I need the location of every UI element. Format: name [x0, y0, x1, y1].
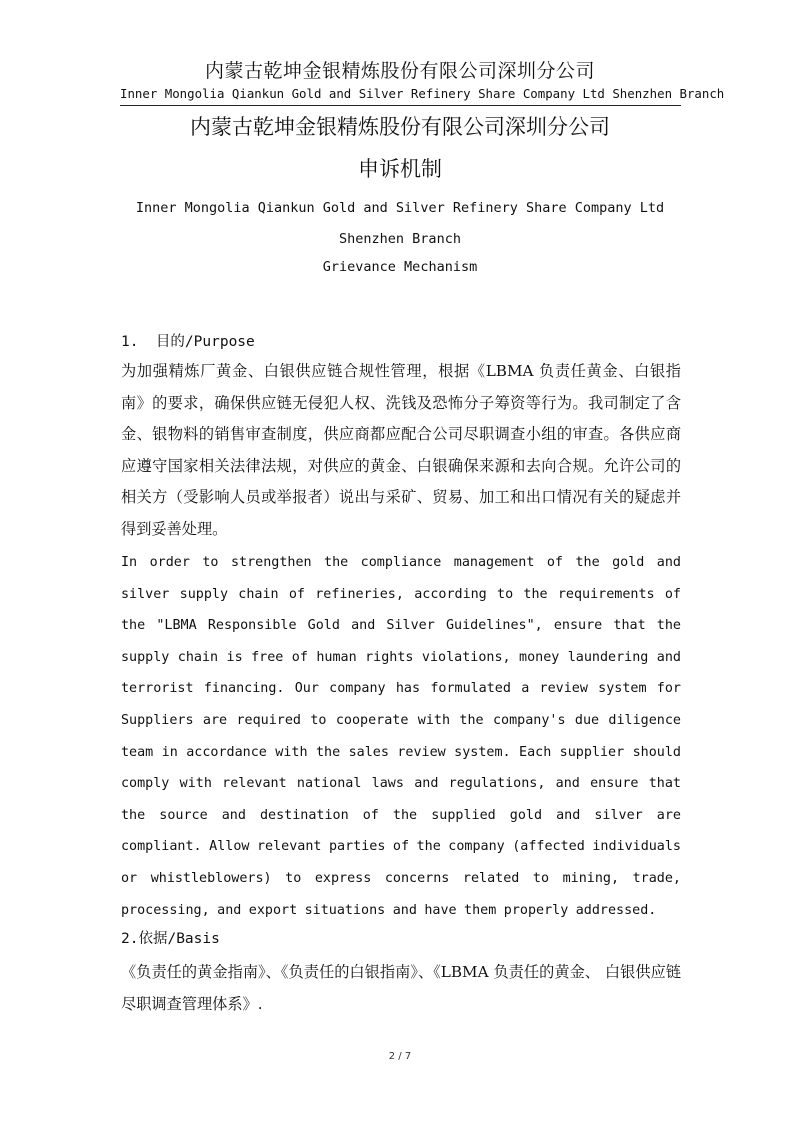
document-title-company-english: Inner Mongolia Qiankun Gold and Silver Refinery Share Company Ltd Shenzhen Branch [135, 200, 665, 247]
document-title-company: 内蒙古乾坤金银精炼股份有限公司深圳分公司 [190, 115, 610, 139]
running-header-chinese: 内蒙古乾坤金银精炼股份有限公司深圳分公司 [204, 60, 595, 82]
purpose-paragraph-chinese: 为加强精炼厂黄金、白银供应链合规性管理，根据《LBMA 负责任黄金、白银指南》的要求，确保供应链无侵犯人权、洗钱及恐怖分子筹资等行为。我司制定了含金、银物料的销售审查制度，供应商都应配合公司尽职调查小组的审查。各供应商应遵守国家相关法律法规，对供应的黄金、白银确保来源和去向合规。允许公司的相关方（受影响人员或举报者）说出与采矿、贸易、加工和出口情况有关的疑虑并得到妥善处理。 [121, 362, 681, 538]
header-divider [120, 105, 681, 106]
page-number: 2 / 7 [388, 1051, 412, 1062]
section-heading-purpose: 1. 目的/Purpose [121, 334, 255, 350]
running-header-english: Inner Mongolia Qiankun Gold and Silver Refinery Share Company Ltd Shenzhen Branch [120, 86, 725, 101]
basis-paragraph-chinese: 《负责任的黄金指南》、《负责任的白银指南》、《LBMA 负责任的黄金、 白银供应链尽职调查管理体系》. [121, 963, 681, 1013]
document-title-english: Grievance Mechanism [322, 259, 478, 275]
purpose-paragraph-english: In order to strengthen the compliance management of the gold and silver supply chain of refineries, according to the requirements of the "LBMA Responsible Gold and Silver Guidelines", ensure that the supply chain is free of human rights violations, money laundering and terrorist financing. Our company has formulated a review system for Suppliers are required to cooperate with the company's due diligence team in accordance with the sales review system. Each supplier should comply with relevant national laws and regulations, and ensure that the source and destination of the supplied gold and silver are compliant. Allow relevant parties of the company (affected individuals or whistleblowers) to express concerns related to mining, trade, processing, and export situations and have them properly addressed. [121, 555, 681, 918]
document-title-chinese: 申诉机制 [358, 157, 442, 181]
section-heading-basis: 2.依据/Basis [121, 931, 220, 947]
